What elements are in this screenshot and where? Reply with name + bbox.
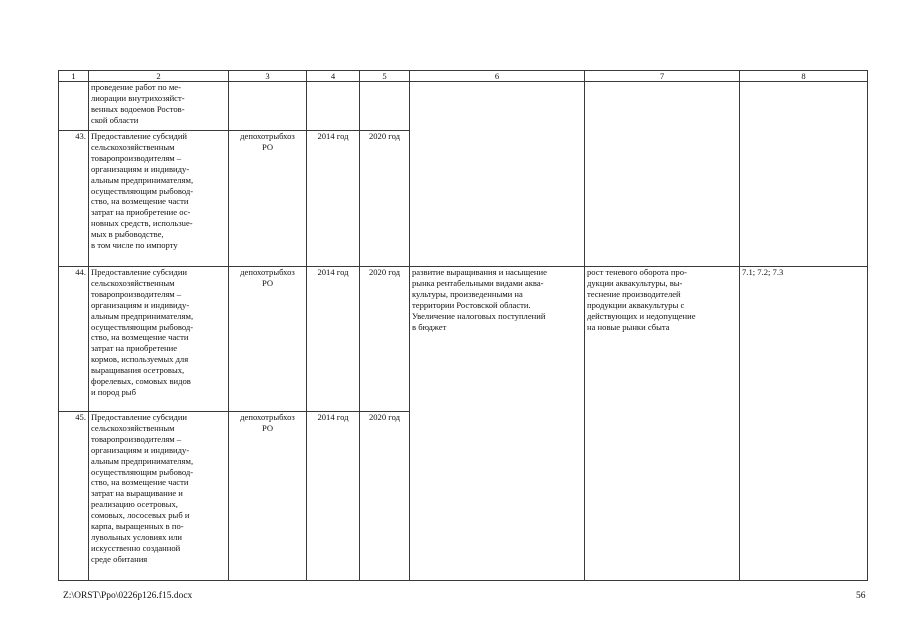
cell-line: рост теневого оборота про- bbox=[587, 267, 687, 277]
link-cell bbox=[740, 82, 868, 267]
start-cell: 2014 год bbox=[307, 131, 360, 267]
header-cell: 1 bbox=[59, 71, 89, 82]
executor-cell bbox=[229, 82, 307, 131]
cell-line: Увеличение налоговых поступлений bbox=[412, 310, 546, 321]
cell-line: действующих и недопущение bbox=[587, 310, 696, 321]
header-cell: 3 bbox=[229, 71, 307, 82]
link-cell: 7.1; 7.2; 7.3 bbox=[740, 267, 868, 581]
consequence-cell bbox=[585, 82, 740, 267]
cell-line: и пород рыб bbox=[91, 386, 136, 397]
row-number-cell: 45. bbox=[59, 412, 89, 581]
executor-cell bbox=[229, 267, 307, 412]
cell-line: осуществляющим рыбовод- bbox=[91, 185, 194, 196]
measures-table bbox=[58, 70, 868, 581]
cell-line: лувольных условиях или bbox=[91, 531, 183, 542]
cell-line: ство, на возмещение части bbox=[91, 477, 189, 488]
consequence-cell bbox=[585, 267, 740, 581]
cell-line: ство, на возмещение части bbox=[91, 196, 189, 207]
header-cell: 4 bbox=[307, 71, 360, 82]
file-path-footer: Z:\ORST\Ppo\0226p126.f15.docx bbox=[63, 591, 193, 601]
cell-line: форелевых, сомовых видов bbox=[91, 376, 191, 387]
cell-line: альным предпринимателям, bbox=[91, 174, 194, 185]
cell-line: карпа, выращенных в по- bbox=[91, 521, 184, 532]
end-cell bbox=[360, 82, 410, 131]
cell-line: на новые рынки сбыта bbox=[587, 321, 670, 332]
cell-line: организациям и индивиду- bbox=[91, 163, 190, 174]
header-cell: 5 bbox=[360, 71, 410, 82]
header-cell: 7 bbox=[585, 71, 740, 82]
cell-line: организациям и индивиду- bbox=[91, 299, 190, 310]
cell-line: депохотрыбхоз bbox=[240, 131, 295, 141]
cell-line: кормов, используемых для bbox=[91, 354, 189, 365]
cell-line: культуры, произведенными на bbox=[412, 288, 523, 299]
cell-line: дукции аквакультуры, вы- bbox=[587, 277, 683, 288]
header-cell: 2 bbox=[89, 71, 229, 82]
cell-line: сельскохозяйственным bbox=[91, 141, 175, 152]
cell-line: искусственно созданной bbox=[91, 542, 181, 553]
cell-line: венных водоемов Ростов- bbox=[91, 103, 185, 114]
cell-line: депохотрыбхоз bbox=[240, 267, 295, 277]
cell-line: альным предпринимателям, bbox=[91, 310, 194, 321]
start-cell bbox=[307, 82, 360, 131]
executor-cell bbox=[229, 412, 307, 581]
cell-line: реализацию осетровых, bbox=[91, 499, 178, 510]
cell-line: в бюджет bbox=[412, 321, 447, 332]
cell-line: лиорации внутрихозяйст- bbox=[91, 92, 185, 103]
cell-line: Предоставление субсидий bbox=[91, 131, 188, 141]
row-number-cell bbox=[59, 82, 89, 131]
cell-line: РО bbox=[261, 277, 274, 288]
cell-line: организациям и индивиду- bbox=[91, 444, 190, 455]
cell-line: ской области bbox=[91, 114, 139, 125]
end-cell: 2020 год bbox=[360, 412, 410, 581]
table-row bbox=[59, 82, 868, 131]
cell-line: теснение производителей bbox=[587, 288, 681, 299]
cell-line: затрат на приобретение ос- bbox=[91, 207, 191, 218]
cell-line: среде обитания bbox=[91, 553, 148, 564]
table-row bbox=[59, 267, 868, 412]
result-cell bbox=[410, 82, 585, 267]
header-cell: 6 bbox=[410, 71, 585, 82]
table-header-row bbox=[59, 71, 868, 82]
cell-line: осуществляющим рыбовод- bbox=[91, 466, 194, 477]
cell-line: РО bbox=[261, 141, 274, 152]
cell-line: новных средств, использue- bbox=[91, 218, 193, 229]
cell-line: затрат на приобретение bbox=[91, 343, 178, 354]
cell-line: осуществляющим рыбовод- bbox=[91, 321, 194, 332]
cell-line: проведение работ по ме- bbox=[91, 82, 181, 92]
executor-cell bbox=[229, 131, 307, 267]
cell-line: сельскохозяйственным bbox=[91, 422, 175, 433]
end-cell: 2020 год bbox=[360, 131, 410, 267]
result-cell bbox=[410, 267, 585, 581]
cell-line: сомовых, лососевых рыб и bbox=[91, 510, 190, 521]
cell-line: товаропроизводителям – bbox=[91, 433, 182, 444]
cell-line: в том числе по импорту bbox=[91, 240, 178, 251]
cell-line: выращивания осетровых, bbox=[91, 365, 185, 376]
cell-line: рынка рентабельными видами аква- bbox=[412, 277, 544, 288]
cell-line: территории Ростовской области. bbox=[412, 299, 531, 310]
measure-name-cell bbox=[89, 267, 229, 412]
page-number: 56 bbox=[856, 591, 866, 601]
cell-line: депохотрыбхоз bbox=[240, 412, 295, 422]
measure-name-cell bbox=[89, 412, 229, 581]
cell-line: товаропроизводителям – bbox=[91, 152, 182, 163]
cell-line: сельскохозяйственным bbox=[91, 277, 175, 288]
cell-line: мых в рыбоводстве, bbox=[91, 229, 164, 240]
header-cell: 8 bbox=[740, 71, 868, 82]
start-cell: 2014 год bbox=[307, 412, 360, 581]
start-cell: 2014 год bbox=[307, 267, 360, 412]
cell-line: затрат на выращивание и bbox=[91, 488, 183, 499]
row-number-cell: 43. bbox=[59, 131, 89, 267]
cell-line: альным предпринимателям, bbox=[91, 455, 194, 466]
measure-name-cell bbox=[89, 82, 229, 131]
cell-line: Предоставление субсидии bbox=[91, 267, 188, 277]
measure-name-cell bbox=[89, 131, 229, 267]
cell-line: товаропроизводителям – bbox=[91, 288, 182, 299]
cell-line: ство, на возмещение части bbox=[91, 332, 189, 343]
row-number-cell: 44. bbox=[59, 267, 89, 412]
cell-line: РО bbox=[261, 422, 274, 433]
end-cell: 2020 год bbox=[360, 267, 410, 412]
cell-line: развитие выращивания и насыщение bbox=[412, 267, 547, 277]
cell-line: Предоставление субсидии bbox=[91, 412, 188, 422]
cell-line: продукции аквакультуры с bbox=[587, 299, 685, 310]
